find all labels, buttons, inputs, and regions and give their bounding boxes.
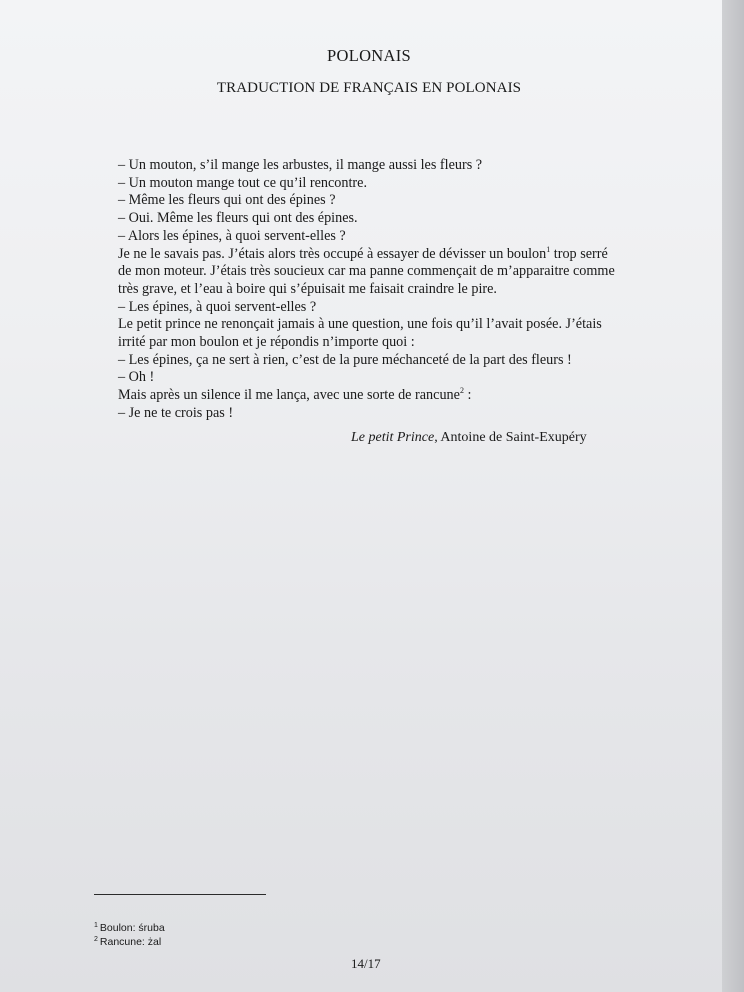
footnotes (94, 921, 165, 949)
passage-line-part: Je ne le savais pas. J’étais alors très occupé à essayer de dévisser un boulon (118, 245, 547, 262)
footnote-item (94, 935, 165, 949)
background-surface (722, 0, 744, 992)
attribution (351, 430, 587, 446)
footnote-item (94, 921, 165, 935)
passage-line: très grave, et l’eau à boire qui s’épuisait me faisait craindre le pire. (118, 280, 497, 297)
passage-text (118, 157, 648, 423)
passage-line-part: : (463, 387, 472, 404)
passage-line: – Je ne te crois pas ! (118, 404, 234, 421)
passage-line: – Un mouton, s’il mange les arbustes, il mange aussi les fleurs ? (118, 157, 483, 173)
passage-line: – Un mouton mange tout ce qu’il rencontre. (118, 174, 368, 191)
footnote-text: Boulon: śruba (99, 922, 165, 934)
passage-line: – Les épines, ça ne sert à rien, c’est de la pure méchanceté de la part des fleurs ! (118, 351, 572, 368)
page-title: POLONAIS (327, 46, 411, 65)
passage-line: – Oh ! (118, 369, 155, 386)
passage-line: – Même les fleurs qui ont des épines ? (118, 192, 336, 209)
passage-line (118, 387, 648, 405)
passage-line: de mon moteur. J’étais très soucieux car ma panne commençait de m’apparaitre comme (118, 263, 615, 280)
passage-line: irrité par mon boulon et je répondis n’importe quoi : (118, 334, 415, 351)
page-subtitle: TRADUCTION DE FRANÇAIS EN POLONAIS (216, 80, 522, 96)
attribution-work: Le petit Prince (351, 430, 435, 445)
passage-line: Le petit prince ne renonçait jamais à une question, une fois qu’il l’avait posée. J’étais (118, 316, 602, 333)
passage-line: – Oui. Même les fleurs qui ont des épines. (118, 210, 358, 227)
passage-line-part: Mais après un silence il me lança, avec une sorte de rancune (118, 387, 460, 404)
footnote-ref: 2 (459, 386, 464, 396)
footnote-divider (94, 894, 266, 895)
footnote-marker: 2 (94, 936, 98, 943)
footnote-text: Rancune: żal (99, 936, 162, 948)
passage-line-part: trop serré (550, 245, 608, 262)
page-number: 14/17 (351, 956, 381, 971)
passage-line: – Les épines, à quoi servent-elles ? (118, 298, 317, 315)
footnote-ref: 1 (546, 244, 551, 254)
footnote-marker: 1 (94, 922, 98, 929)
attribution-author: , Antoine de Saint-Exupéry (434, 430, 587, 445)
passage-line (118, 246, 648, 264)
passage-line: – Alors les épines, à quoi servent-elles ? (118, 227, 346, 244)
